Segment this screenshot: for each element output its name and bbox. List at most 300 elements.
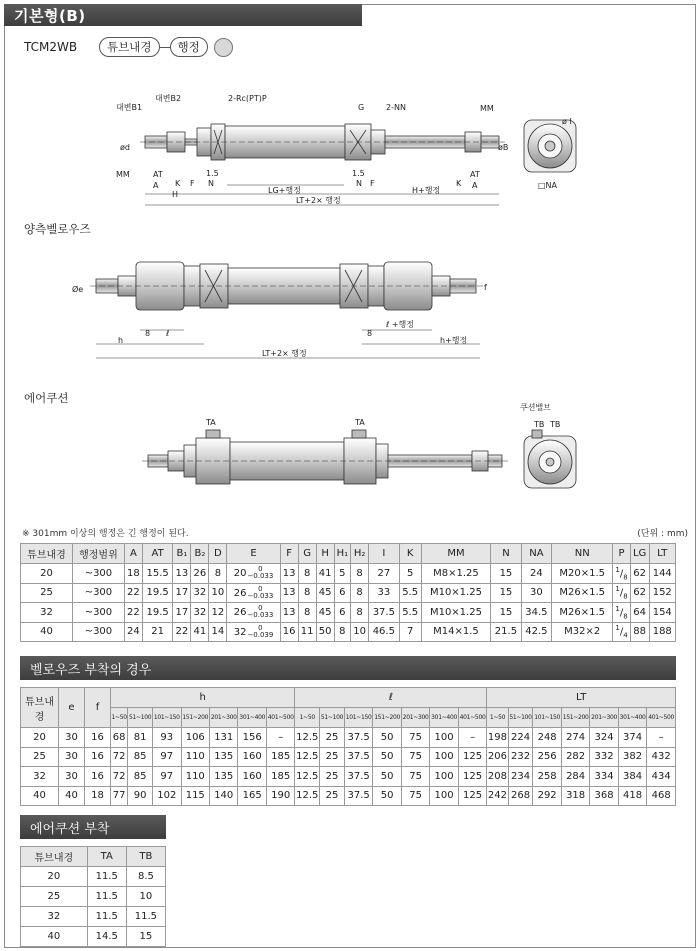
bellows-cell-lt: 334 bbox=[590, 767, 618, 787]
range-header-cell: 1~50 bbox=[487, 708, 508, 728]
bellows-cell-lt: 468 bbox=[647, 786, 676, 806]
bellows-cell-h: 77 bbox=[111, 786, 128, 806]
table-header-row bbox=[21, 688, 676, 708]
table-cell-range: ~300 bbox=[72, 583, 124, 603]
range-header-cell: 1~50 bbox=[295, 708, 320, 728]
e-tolerance bbox=[247, 586, 273, 600]
bellows-cell-h: 110 bbox=[181, 767, 209, 787]
bellows-cell-lt: 418 bbox=[618, 786, 646, 806]
bellows-cell-l: 125 bbox=[458, 747, 486, 767]
range-header-cell: 201~300 bbox=[590, 708, 618, 728]
bellows-cell-l: 37.5 bbox=[344, 786, 372, 806]
bellows-cell-l: 100 bbox=[430, 728, 458, 748]
table-cell-k: 7 bbox=[399, 622, 421, 642]
bellows-cell-lt: 284 bbox=[561, 767, 589, 787]
label-a: A bbox=[153, 181, 159, 190]
table-cell-h: 45 bbox=[316, 583, 334, 603]
main-header-cell: H bbox=[316, 544, 334, 564]
bellows-cell-h: 110 bbox=[181, 747, 209, 767]
bellows-header-l: ℓ bbox=[295, 688, 487, 708]
cushion-cell-ta: 14.5 bbox=[87, 927, 126, 947]
range-header-cell: 401~500 bbox=[647, 708, 676, 728]
e-tol-up: 0 bbox=[258, 604, 263, 613]
label-ta1: TA bbox=[206, 418, 216, 427]
table-cell-i: 33 bbox=[369, 583, 399, 603]
range-header-cell: 401~500 bbox=[266, 708, 294, 728]
bellows-header-lt: LT bbox=[487, 688, 676, 708]
label-n: N bbox=[208, 179, 214, 188]
table-cell-na: 34.5 bbox=[521, 603, 551, 623]
e-tolerance bbox=[247, 566, 273, 580]
table-cell-f: 16 bbox=[280, 622, 298, 642]
label-cushion-valve: 쿠션밸브 bbox=[520, 403, 551, 412]
bellows-cell-l: 75 bbox=[401, 747, 429, 767]
section-bellows-both: 양측벨로우즈 bbox=[24, 222, 91, 236]
table-cell-h2: 8 bbox=[351, 603, 369, 623]
bellows-cell-h: 160 bbox=[238, 747, 266, 767]
table-cell-f: 13 bbox=[280, 603, 298, 623]
range-header-cell: 151~200 bbox=[561, 708, 589, 728]
e-tol-down: −0.033 bbox=[247, 591, 274, 600]
table-cell-h1: 6 bbox=[334, 583, 350, 603]
bellows-cell-h: 190 bbox=[266, 786, 294, 806]
table-cell-n: 15 bbox=[491, 603, 521, 623]
main-header-cell: LT bbox=[649, 544, 676, 564]
p-denominator: 8 bbox=[623, 572, 628, 581]
main-header-cell: MM bbox=[421, 544, 490, 564]
bellows-cell-l: 50 bbox=[373, 786, 401, 806]
bellows-cell-h: 85 bbox=[128, 747, 153, 767]
e-value: 26 bbox=[233, 607, 247, 619]
bellows-cell-bore: 20 bbox=[21, 728, 59, 748]
bellows-cell-l: 12.5 bbox=[295, 728, 320, 748]
cushion-cell-ta: 11.5 bbox=[87, 867, 126, 887]
bellows-cell-l: 12.5 bbox=[295, 767, 320, 787]
cushion-section-title: 에어쿠션 부착 bbox=[20, 815, 166, 839]
table-row bbox=[21, 622, 676, 642]
bellows-cell-h: 72 bbox=[111, 747, 128, 767]
bellows-cell-h: 160 bbox=[238, 767, 266, 787]
table-cell-p bbox=[613, 622, 630, 642]
bellows-cell-l: 100 bbox=[430, 786, 458, 806]
e-tol-down: −0.033 bbox=[247, 611, 274, 620]
table-cell-nn: M26×1.5 bbox=[552, 583, 613, 603]
bellows-cell-l: 100 bbox=[430, 747, 458, 767]
main-header-cell: G bbox=[298, 544, 316, 564]
bellows-cell-bore: 32 bbox=[21, 767, 59, 787]
main-header-cell: B₁ bbox=[173, 544, 191, 564]
label-g: G bbox=[358, 103, 365, 112]
range-header-cell: 101~150 bbox=[344, 708, 372, 728]
range-header-row bbox=[21, 708, 676, 728]
bellows-cell-l: 12.5 bbox=[295, 747, 320, 767]
label-h-low: h bbox=[118, 336, 124, 345]
bellows-cell-bore: 40 bbox=[21, 786, 59, 806]
table-cell-e bbox=[227, 583, 280, 603]
bellows-table-body bbox=[21, 728, 676, 806]
table-cell-h: 45 bbox=[316, 603, 334, 623]
main-header-cell: F bbox=[280, 544, 298, 564]
bellows-cell-f: 16 bbox=[85, 767, 111, 787]
label-at: AT bbox=[153, 170, 163, 179]
label-lt2: LT+2× 행정 bbox=[262, 349, 307, 358]
table-cell-at: 19.5 bbox=[142, 583, 172, 603]
main-header-cell: NN bbox=[552, 544, 613, 564]
bellows-cell-h: 93 bbox=[153, 728, 181, 748]
bellows-cell-l: 75 bbox=[401, 786, 429, 806]
bellows-cell-h: – bbox=[266, 728, 294, 748]
table-cell-h2: 10 bbox=[351, 622, 369, 642]
cushion-cell-ta: 11.5 bbox=[87, 907, 126, 927]
bellows-table bbox=[20, 687, 676, 806]
bellows-cell-lt: 232 bbox=[508, 747, 533, 767]
bellows-cell-lt: 242 bbox=[487, 786, 508, 806]
table-cell-h1: 5 bbox=[334, 564, 350, 584]
range-header-cell: 101~150 bbox=[153, 708, 181, 728]
e-value: 32 bbox=[233, 626, 247, 638]
table-cell-n: 15 bbox=[491, 583, 521, 603]
bellows-cell-lt: – bbox=[647, 728, 676, 748]
table-row bbox=[21, 747, 676, 767]
table-cell-a: 22 bbox=[124, 603, 142, 623]
bellows-cell-e: 30 bbox=[59, 747, 85, 767]
label-d1: 대변B1 bbox=[116, 103, 143, 112]
bellows-cylinder-drawing bbox=[90, 262, 485, 358]
bellows-cell-h: 156 bbox=[238, 728, 266, 748]
table-cell-n: 15 bbox=[491, 564, 521, 584]
bellows-cell-lt: 282 bbox=[561, 747, 589, 767]
label-a2: A bbox=[472, 181, 478, 190]
bellows-cell-h: 72 bbox=[111, 767, 128, 787]
table-cell-range: ~300 bbox=[72, 622, 124, 642]
table-cell-lt: 144 bbox=[649, 564, 676, 584]
p-denominator: 4 bbox=[623, 631, 628, 640]
label-port: 2-Rc(PT)P bbox=[228, 94, 267, 103]
label-phi-i: ø I bbox=[562, 117, 572, 126]
table-cell-at: 15.5 bbox=[142, 564, 172, 584]
p-numerator: 1 bbox=[615, 624, 620, 633]
table-cell-b2: 26 bbox=[191, 564, 209, 584]
table-cell-d: 12 bbox=[209, 603, 227, 623]
table-cell-f: 13 bbox=[280, 564, 298, 584]
label-tb2: TB bbox=[550, 420, 561, 429]
table-cell-lg: 62 bbox=[630, 583, 649, 603]
table-cell-d: 14 bbox=[209, 622, 227, 642]
cushion-table bbox=[20, 846, 166, 947]
bellows-cell-lt: 374 bbox=[618, 728, 646, 748]
table-cell-range: ~300 bbox=[72, 564, 124, 584]
table-cell-k: 5.5 bbox=[399, 603, 421, 623]
label-nn: 2-NN bbox=[386, 103, 406, 112]
air-cushion-drawing bbox=[142, 430, 576, 488]
table-cell-p bbox=[613, 564, 630, 584]
table-cell-h1: 6 bbox=[334, 603, 350, 623]
bellows-cell-lt: 268 bbox=[508, 786, 533, 806]
bellows-cell-lt: 324 bbox=[590, 728, 618, 748]
bellows-section-title: 벨로우즈 부착의 경우 bbox=[20, 656, 676, 680]
table-cell-nn: M20×1.5 bbox=[552, 564, 613, 584]
main-header-cell: NA bbox=[521, 544, 551, 564]
label-f-right: f bbox=[484, 283, 487, 292]
bellows-cell-h: 90 bbox=[128, 786, 153, 806]
bellows-cell-h: 85 bbox=[128, 767, 153, 787]
main-header-cell: D bbox=[209, 544, 227, 564]
table-cell-a: 24 bbox=[124, 622, 142, 642]
table-cell-mm: M8×1.25 bbox=[421, 564, 490, 584]
cushion-header-cell: TB bbox=[126, 847, 165, 867]
bellows-cell-l: 100 bbox=[430, 767, 458, 787]
basic-cylinder-drawing bbox=[140, 120, 576, 205]
table-cell-bore: 25 bbox=[21, 583, 73, 603]
bellows-cell-lt: 248 bbox=[533, 728, 561, 748]
table-cell-h2: 8 bbox=[351, 583, 369, 603]
cushion-cell-tb: 8.5 bbox=[126, 867, 165, 887]
bellows-cell-h: 185 bbox=[266, 747, 294, 767]
table-row bbox=[21, 887, 166, 907]
main-header-cell: 행정범위 bbox=[72, 544, 124, 564]
bellows-cell-lt: 258 bbox=[533, 767, 561, 787]
bellows-cell-h: 97 bbox=[153, 747, 181, 767]
bellows-cell-lt: 384 bbox=[618, 767, 646, 787]
table-cell-mm: M10×1.25 bbox=[421, 603, 490, 623]
table-header-row bbox=[21, 847, 166, 867]
label-phi-b: øB bbox=[498, 143, 509, 152]
cushion-table-body bbox=[21, 867, 166, 947]
bellows-cell-lt: 432 bbox=[647, 747, 676, 767]
p-numerator: 1 bbox=[615, 604, 620, 613]
main-header-cell: H₁ bbox=[334, 544, 350, 564]
bellows-cell-h: 68 bbox=[111, 728, 128, 748]
e-value: 20 bbox=[233, 568, 247, 580]
bellows-cell-h: 131 bbox=[210, 728, 238, 748]
bellows-cell-l: – bbox=[458, 728, 486, 748]
main-header-cell: 튜브내경 bbox=[21, 544, 73, 564]
range-header-cell: 151~200 bbox=[373, 708, 401, 728]
main-header-cell: N bbox=[491, 544, 521, 564]
label-k: K bbox=[175, 179, 181, 188]
bellows-cell-l: 37.5 bbox=[344, 767, 372, 787]
label-l-stroke: ℓ +행정 bbox=[386, 320, 415, 329]
dimension-table bbox=[20, 543, 676, 642]
page-title: 기본형(B) bbox=[4, 4, 362, 26]
table-cell-na: 24 bbox=[521, 564, 551, 584]
table-cell-p bbox=[613, 603, 630, 623]
table-cell-b2: 32 bbox=[191, 603, 209, 623]
table-cell-k: 5.5 bbox=[399, 583, 421, 603]
table-cell-i: 46.5 bbox=[369, 622, 399, 642]
table-cell-b1: 17 bbox=[173, 603, 191, 623]
bellows-header-bore: 튜브내경 bbox=[21, 688, 59, 728]
label-h: H bbox=[172, 190, 179, 199]
table-cell-lt: 152 bbox=[649, 583, 676, 603]
bellows-header-f: f bbox=[85, 688, 111, 728]
bellows-cell-f: 18 bbox=[85, 786, 111, 806]
e-tolerance bbox=[247, 625, 273, 639]
label-f2: F bbox=[370, 179, 375, 188]
cushion-header-cell: TA bbox=[87, 847, 126, 867]
main-header-cell: I bbox=[369, 544, 399, 564]
table-cell-na: 30 bbox=[521, 583, 551, 603]
table-cell-lg: 64 bbox=[630, 603, 649, 623]
range-header-cell: 201~300 bbox=[401, 708, 429, 728]
bellows-cell-lt: 206 bbox=[487, 747, 508, 767]
table-row bbox=[21, 728, 676, 748]
table-cell-b2: 32 bbox=[191, 583, 209, 603]
bellows-cell-lt: 318 bbox=[561, 786, 589, 806]
label-1-5a: 1.5 bbox=[206, 169, 219, 178]
table-cell-mm: M14×1.5 bbox=[421, 622, 490, 642]
table-cell-g: 8 bbox=[298, 583, 316, 603]
bellows-cell-lt: 292 bbox=[533, 786, 561, 806]
label-8a: 8 bbox=[145, 329, 151, 338]
p-denominator: 8 bbox=[623, 592, 628, 601]
bellows-cell-l: 75 bbox=[401, 728, 429, 748]
p-slash: / bbox=[619, 626, 624, 638]
p-numerator: 1 bbox=[615, 585, 620, 594]
range-header-cell: 301~400 bbox=[430, 708, 458, 728]
table-cell-b2: 41 bbox=[191, 622, 209, 642]
bellows-cell-lt: 274 bbox=[561, 728, 589, 748]
table-row bbox=[21, 767, 676, 787]
label-phi-e: Øe bbox=[72, 285, 84, 294]
label-phi-d: ød bbox=[120, 143, 130, 152]
cushion-cell-bore: 25 bbox=[21, 887, 88, 907]
bellows-cell-l: 25 bbox=[320, 747, 345, 767]
p-numerator: 1 bbox=[615, 565, 620, 574]
table-cell-mm: M10×1.25 bbox=[421, 583, 490, 603]
e-tol-up: 0 bbox=[258, 565, 263, 574]
p-denominator: 8 bbox=[623, 611, 628, 620]
table-cell-g: 11 bbox=[298, 622, 316, 642]
range-header-cell: 101~150 bbox=[533, 708, 561, 728]
table-cell-at: 21 bbox=[142, 622, 172, 642]
bellows-cell-l: 25 bbox=[320, 786, 345, 806]
table-cell-range: ~300 bbox=[72, 603, 124, 623]
e-tol-down: −0.033 bbox=[247, 572, 274, 581]
e-tol-up: 0 bbox=[258, 623, 263, 632]
bellows-cell-l: 50 bbox=[373, 728, 401, 748]
table-cell-d: 8 bbox=[209, 564, 227, 584]
bellows-cell-f: 16 bbox=[85, 728, 111, 748]
table-cell-h1: 8 bbox=[334, 622, 350, 642]
table-cell-i: 27 bbox=[369, 564, 399, 584]
table-cell-d: 10 bbox=[209, 583, 227, 603]
bellows-cell-l: 12.5 bbox=[295, 786, 320, 806]
table-cell-b1: 13 bbox=[173, 564, 191, 584]
bellows-cell-lt: 434 bbox=[647, 767, 676, 787]
table-cell-g: 8 bbox=[298, 564, 316, 584]
table-cell-bore: 40 bbox=[21, 622, 73, 642]
tube-bore-pill: 튜브내경 bbox=[99, 37, 159, 57]
label-8b: 8 bbox=[367, 329, 373, 338]
section-air-cushion: 에어쿠션 bbox=[24, 391, 69, 405]
bellows-header-e: e bbox=[59, 688, 85, 728]
stroke-pill: 행정 bbox=[170, 37, 208, 57]
label-1-5b: 1.5 bbox=[352, 169, 365, 178]
label-lt: LT+2× 행정 bbox=[296, 196, 341, 205]
table-cell-bore: 32 bbox=[21, 603, 73, 623]
cushion-cell-tb: 10 bbox=[126, 887, 165, 907]
bellows-cell-h: 115 bbox=[181, 786, 209, 806]
range-header-cell: 151~200 bbox=[181, 708, 209, 728]
cushion-cell-bore: 20 bbox=[21, 867, 88, 887]
e-tol-up: 0 bbox=[258, 584, 263, 593]
label-ta2: TA bbox=[355, 418, 365, 427]
table-cell-lt: 154 bbox=[649, 603, 676, 623]
main-header-cell: K bbox=[399, 544, 421, 564]
main-header-cell: E bbox=[227, 544, 280, 564]
table-cell-e bbox=[227, 603, 280, 623]
label-na: □NA bbox=[538, 181, 558, 190]
bellows-header-h: h bbox=[111, 688, 295, 708]
label-lg: LG+행정 bbox=[268, 186, 301, 195]
bellows-cell-h: 135 bbox=[210, 767, 238, 787]
unit-label: (단위 : mm) bbox=[637, 529, 688, 539]
range-header-cell: 1~50 bbox=[111, 708, 128, 728]
range-header-cell: 301~400 bbox=[238, 708, 266, 728]
table-cell-g: 8 bbox=[298, 603, 316, 623]
bellows-cell-lt: 208 bbox=[487, 767, 508, 787]
table-cell-e bbox=[227, 564, 280, 584]
table-cell-a: 22 bbox=[124, 583, 142, 603]
label-h-stroke2: h+행정 bbox=[440, 336, 468, 345]
label-d2: 대변B2 bbox=[155, 94, 182, 103]
bellows-cell-e: 40 bbox=[59, 786, 85, 806]
table-cell-b1: 17 bbox=[173, 583, 191, 603]
bellows-cell-h: 185 bbox=[266, 767, 294, 787]
label-at2: AT bbox=[470, 170, 480, 179]
range-header-cell: 51~100 bbox=[128, 708, 153, 728]
table-cell-i: 37.5 bbox=[369, 603, 399, 623]
label-k2: K bbox=[456, 179, 462, 188]
cushion-header-cell: 튜브내경 bbox=[21, 847, 88, 867]
range-header-cell: 401~500 bbox=[458, 708, 486, 728]
label-mm: MM bbox=[480, 104, 494, 113]
cushion-cell-tb: 15 bbox=[126, 927, 165, 947]
table-body bbox=[21, 564, 676, 642]
table-cell-h: 41 bbox=[316, 564, 334, 584]
label-l: ℓ bbox=[166, 329, 170, 338]
bellows-cell-f: 16 bbox=[85, 747, 111, 767]
cushion-cell-bore: 40 bbox=[21, 927, 88, 947]
table-cell-e bbox=[227, 622, 280, 642]
table-row bbox=[21, 564, 676, 584]
label-tb1: TB bbox=[534, 420, 545, 429]
bellows-cell-h: 106 bbox=[181, 728, 209, 748]
table-cell-b1: 22 bbox=[173, 622, 191, 642]
table-cell-at: 19.5 bbox=[142, 603, 172, 623]
table-cell-nn: M26×1.5 bbox=[552, 603, 613, 623]
bellows-cell-h: 140 bbox=[210, 786, 238, 806]
range-header-cell: 201~300 bbox=[210, 708, 238, 728]
bellows-cell-h: 135 bbox=[210, 747, 238, 767]
main-header-cell: P bbox=[613, 544, 630, 564]
cushion-cell-bore: 32 bbox=[21, 907, 88, 927]
bellows-cell-l: 125 bbox=[458, 786, 486, 806]
table-row bbox=[21, 583, 676, 603]
bellows-cell-lt: 224 bbox=[508, 728, 533, 748]
range-header-cell: 301~400 bbox=[618, 708, 646, 728]
bellows-cell-l: 50 bbox=[373, 767, 401, 787]
bellows-cell-lt: 332 bbox=[590, 747, 618, 767]
range-header-cell: 51~100 bbox=[320, 708, 345, 728]
table-row bbox=[21, 603, 676, 623]
table-cell-k: 5 bbox=[399, 564, 421, 584]
table-cell-n: 21.5 bbox=[491, 622, 521, 642]
p-slash: / bbox=[619, 606, 624, 618]
bellows-cell-l: 37.5 bbox=[344, 747, 372, 767]
main-header-cell: AT bbox=[142, 544, 172, 564]
